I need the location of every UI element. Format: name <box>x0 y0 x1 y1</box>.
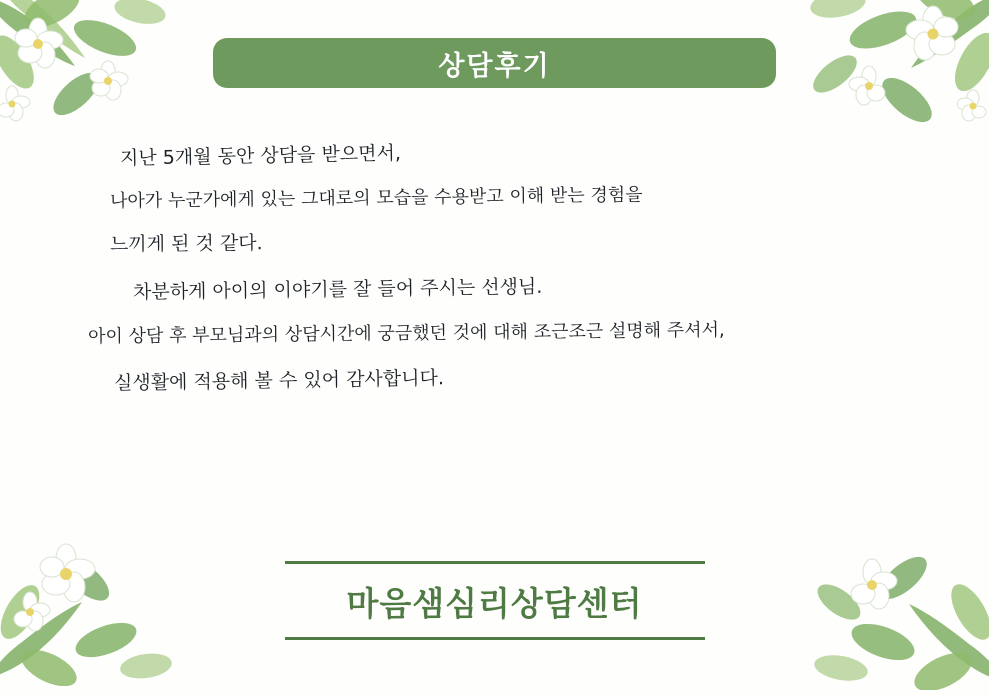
handwritten-line: 실생활에 적용해 볼 수 있어 감사합니다. <box>113 367 445 395</box>
review-title-banner <box>213 38 776 88</box>
handwritten-line: 아이 상담 후 부모님과의 상담시간에 궁금했던 것에 대해 조근조근 설명해 주셔서, <box>87 319 725 348</box>
handwritten-review-body <box>87 140 918 395</box>
handwritten-line: 차분하게 아이의 이야기를 잘 들어 주시는 선생님. <box>132 275 543 304</box>
handwritten-line: 나아가 누군가에게 있는 그대로의 모습을 수용받고 이해 받는 경험을 <box>109 184 643 212</box>
footer-rule-bottom <box>285 637 705 640</box>
footer-rule-top <box>285 561 705 564</box>
center-name: 마음샘심리상담센터 <box>346 585 643 622</box>
handwritten-line: 느끼게 된 것 같다. <box>109 232 263 256</box>
page-title: 상담후기 <box>438 50 551 81</box>
handwritten-line: 지난 5개월 동안 상담을 받으면서, <box>119 142 402 170</box>
footer-logo <box>0 561 989 640</box>
